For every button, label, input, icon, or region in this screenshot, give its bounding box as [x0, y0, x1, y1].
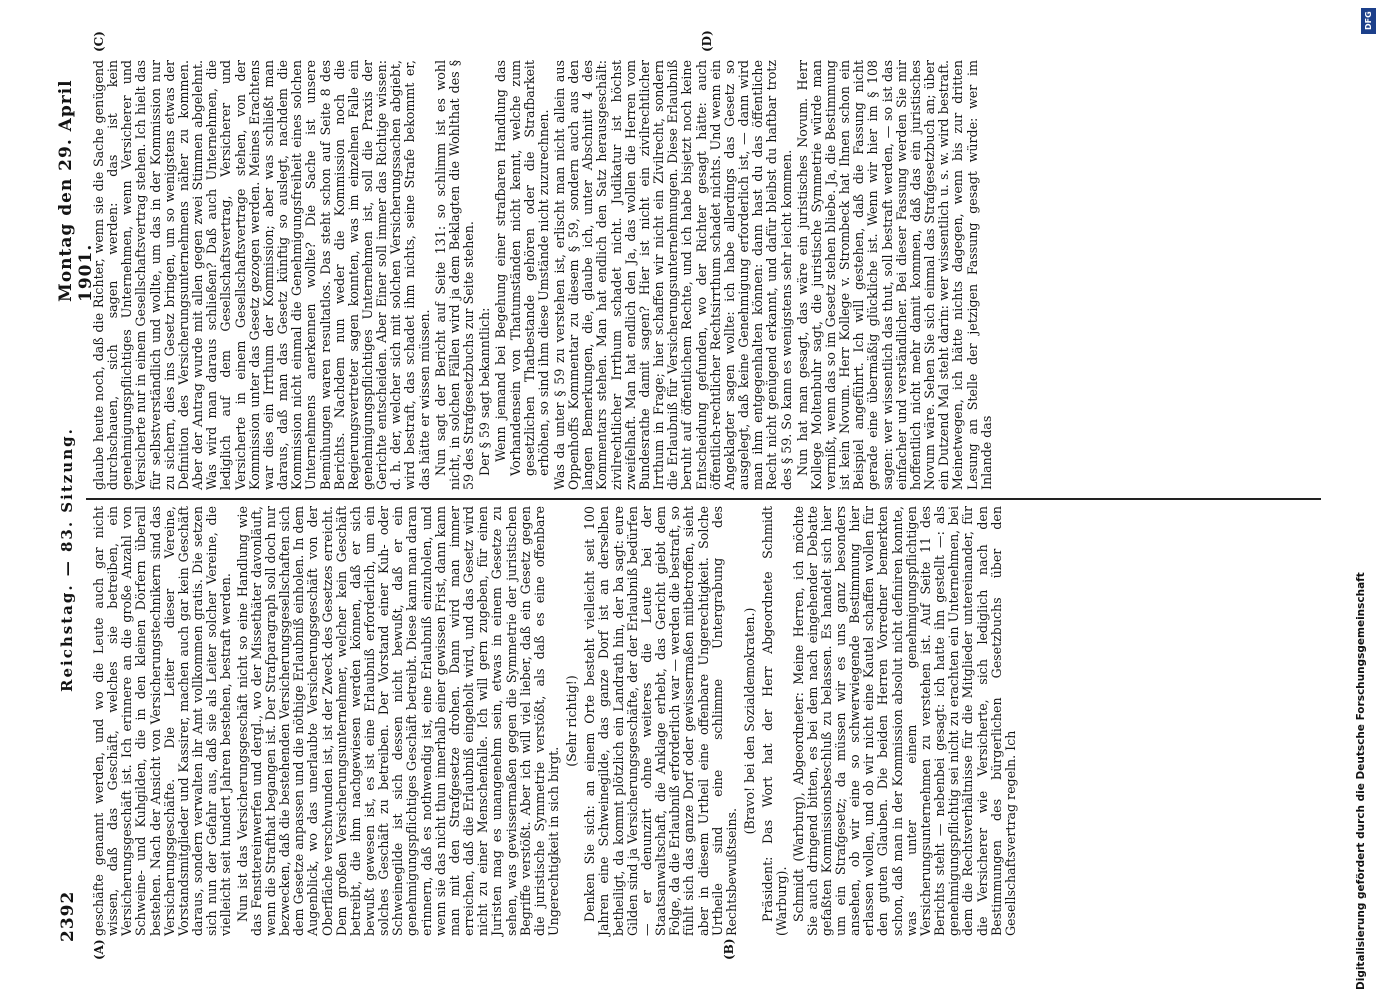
digitization-sidebar — [1353, 0, 1383, 1000]
paragraph: geschäfte genannt werden, und wo die Leute auch gar nicht wissen, daß das Geschäft, welches sie betreiben, ein Versicherungsgeschäft ist. Ich erinnere an die große Anzahl von Schweine- und Kuhgilden, die in den kleinen Dörfern überall bestehen. Nach der Ansicht von Versicherungstechnikern sind das Versicherungsgeschäfte. Die Leiter dieser Vereine, Vorstandsmitglieder und Kassirer, machen auch gar kein Geschäft daraus, sondern verwalten ihr Amt vollkommen gratis. Die setzen sich nun der Gefahr aus, daß sie als Leiter solcher Vereine, die vielleicht seit hundert Jahren bestehen, bestraft werden. — [91, 506, 234, 936]
margin-mark-a: (A) — [92, 939, 106, 960]
margin-mark-d: (D) — [700, 30, 714, 52]
left-column — [92, 506, 1020, 936]
session-title: Reichstag. — 83. Sitzung. — [58, 427, 76, 692]
margin-mark-c: (C) — [92, 31, 106, 52]
speaker-paragraph: Präsident: Das Wort hat der Herr Abgeordnete Schmidt (Warburg). — [760, 506, 790, 936]
page-number: 2392 — [58, 890, 78, 942]
paragraph: Was da unter § 59 zu verstehen ist, erlischt man nicht allein aus Oppenhoffs Kommentar zu diesem § 59, sondern auch aus den langen Bemerkungen, die, glaube ich, unter Abschnitt 4 des Kommentars stehen. Man hat endlich den Satz herausgeschält: zivilrechtlicher Irrthum schadet nicht. Judikatur ist höchst zweifelhaft. Man hat endlich den Ja, das wollen die Herren vom Bundesrathe damit sagen? Hier ist nicht ein zivilrechtlicher Irrthum in Frage; hier schaffen wir nicht ein Zivilrecht, sondern die Erlaubniß für Versicherungsunternehmungen. Diese Erlaubniß beruht auf öffentlichem Rechte, und ich habe bisjetzt noch keine Entscheidung gefunden, wo der Richter gesagt hätte: auch öffentlich-rechtlicher Rechtsirrthum schadet nichts. Und wenn ein Angeklagter sagen wollte: ich habe allerdings das Gesetz so ausgelegt, daß keine Genehmigung erforderlich ist, — dann wird man ihm entgegenhalten können: dann hast du das öffentliche Recht nicht genügend erkannt, und dafür bleibst du haftbar trotz des § 59. So kann es wenigstens sehr leicht kommen. — [552, 60, 794, 490]
quotation: Wenn jemand bei Begehung einer strafbaren Handlung das Vorhandensein von Thatumständen nicht kennt, welche zum gesetzlichen Thatbestande gehören oder die Strafbarkeit erhöhen, so sind ihm diese Umstände nicht zuzurechnen. — [493, 60, 551, 476]
paragraph: glaube heute noch, daß die Richter, wenn sie die Sache genügend durchschauen, sich sagen werden: das ist kein genehmigungspflichtiges Unternehmen, wenn Versicherer und Versicherte nur in einem Gesellschaftsvertrag stehen. Ich hielt das für selbstverständlich und wollte, um das in der Kommission nur zu sichern, dies ins Gesetz bringen, um so wenigstens etwas der Definition des Versicherungsunternehmens näher zu kommen. Aber der Antrag wurde mit allen gegen zwei Stimmen abgelehnt. Was wird man daraus schließen? Daß auch Unternehmen, die lediglich auf dem Gesellschaftsvertrag, Versicherer und Versicherte in einem Gesellschaftsvertrage stehen, von der Kommission unter das Gesetz gezogen werden. Meines Erachtens war dies ein Irrthum der Kommission; aber was schließt man daraus, daß man das Gesetz künftig so auslegt, nachdem die Kommission nicht einmal die Genehmigungsfreiheit eines solchen Unternehmens anerkennen wollte? Die Sache ist unsere Bemühungen waren resultatlos. Das steht schon auf Seite 8 des Berichts. Nachdem nun weder die Kommission noch die Regierungsvertreter sagen konnten, was im einzelnen Falle ein genehmigungspflichtiges Unternehmen ist, soll die Praxis der Gerichte entscheiden. Aber Einer soll immer das Richtige wissen: d. h. der, welcher sich mit solchen Versicherungssachen abgiebt, wird bestraft, das schadet ihm nichts, seine Strafe bekommt er, das hätte er wissen müssen. — [91, 60, 432, 490]
page-header — [52, 56, 96, 942]
speaker-paragraph: Schmidt (Warburg), Abgeordneter: Meine Herren, ich möchte Sie auch dringend bitten, es bei dem nach eingehender Debatte gefaßten Kommissionsbeschluß zu belassen. Es handelt sich hier um ein Strafgesetz; da müssen wir es uns ganz besonders ansehen, ob wir eine so schwerwiegende Bestimmung hier erlassen wollen, und ob wir nicht eine Kautel schaffen wollen für den guten Glauben. Die beiden Herren Vorredner bemerkten schon, daß man in der Kommission absolut nicht definiren konnte, was unter einem genehmigungspflichtigen Versicherungsunternehmen zu verstehen ist. Auf Seite 11 des Berichts steht — nebenbei gesagt: ich hatte ihn gestellt —: als genehmigungspflichtig sei nicht zu erachten ein Unternehmen, bei dem die Rechtsverhältnisse für die Mitglieder untereinander, für die Versicherer wie Versicherte, sich lediglich nach den Bestimmungen des bürgerlichen Gesetzbuchs über den Gesellschaftsvertrag regeln. Ich — [790, 506, 1018, 936]
right-column — [92, 60, 996, 490]
margin-mark-b: (B) — [722, 938, 736, 960]
digitization-credit: Digitalisierung gefördert durch die Deutsche Forschungsgemeinschaft — [1355, 572, 1367, 990]
column-divider — [86, 498, 1321, 500]
paragraph: Denken Sie sich: an einem Orte besteht vielleicht seit 100 Jahren eine Schweinegilde, das ganze Dorf ist an derselben betheiligt, da kommt plötzlich ein Landrath hin, der ba sagt: eure Gilden sind ja Versicherungsgeschäfte, der der Erlaubniß bedürfen — er denunzirt ohne weiteres die Leute bei der Staatsanwaltschaft, die Anklage erhebt, das Gericht giebt dem Folge, da die Erlaubniß erforderlich war — werden die bestraft, so fühlt sich das ganze Dorf oder gewissermaßen mitbetroffen, sieht aber in diesem Urtheil eine offenbare Ungerechtigkeit. Solche Urtheile sind eine schlimme Untergrabung des Rechtsbewußtseins. — [582, 506, 739, 936]
dfg-logo-icon: DFG — [1361, 8, 1376, 34]
interjection: (Bravo! bei den Sozialdemokraten.) — [742, 607, 758, 835]
paragraph: Nun sagt der Bericht auf Seite 131: so schlimm ist es wohl nicht, in solchen Fällen wird ja dem Beklagten die Wohlthat des § 59 des Strafgesetzbuchs zur Seite stehen. — [432, 60, 477, 490]
date-title: Montag den 29. April 1901. — [56, 79, 96, 302]
interjection: (Sehr richtig!) — [564, 675, 580, 767]
paragraph: Nun ist das Versicherungsgeschäft nicht so eine Handlung wie das Fensttereinwerfen und dergl., wo der Missethäter davonläuft, wenn die Strafthat begangen ist. Der Strafparagraph soll doch nur bezwecken, daß die bestehenden Versicherungsgesellschaften sich dem Gesetze anpassen und die nöthige Erlaubniß einholen. In dem Augenblick, wo das unerlaubte Versicherungsgeschäft von der Oberfläche verschwunden ist, ist der Zweck des Gesetzes erreicht. Dem großen Versicherungsunternehmer, welcher kein Geschäft betreibt, die ihm nachgewiesen werden können, daß er sich bewußt gewesen ist, es ist eine Erlaubniß erforderlich, um ein solches Geschäft zu betreiben. Der Vorstand einer Kuh- oder Schweinegilde ist sich dessen nicht bewußt, daß er ein genehmigungspflichtiges Geschäft betreibt. Diese kann man daran erinnern, daß es nothwendig ist, eine Erlaubniß einzuholen, und wenn sie das nicht thun innerhalb einer gewissen Frist, dann kann man mit den Strafgesetze drohen. Dann wird man immer erreichen, daß die Erlaubniß eingeholt wird, und das Gesetz wird nicht zu einer Menschenfalle. Ich will gern zugeben, für einen Juristen mag es unangenehm sein, etwas in einem Gesetze zu sehen, was gewissermaßen gegen die Symmetrie der juristischen Begriffe verstößt. Aber ich will viel lieber, daß ein Gesetz gegen die juristische Symmetrie verstößt, als daß es eine offenbare Ungerechtigkeit in sich birgt. — [234, 506, 561, 936]
paragraph: Nun hat man gesagt, das wäre ein juristisches Novum. Herr Kollege Moltenbuhr sagt, die juristische Symmetrie würde man vermißt, wenn das so im Gesetz stehen bliebe. Ja, die Bestimmung ist kein Novum. Herr Kollege v. Strombeck hat Ihnen schon ein Beispiel angeführt. Ich will gestehen, daß die Fassung nicht gerade eine übermäßig glückliche ist. Wenn wir hier im § 108 sagen: wer wissentlich das thut, soll bestraft werden, — so ist das einfacher und verständlicher. Bei dieser Fassung werden Sie mir hoffentlich nicht mehr damit kommen, daß das ein juristisches Novum wäre. Sehen Sie sich einmal das Strafgesetzbuch an; über ein Dutzend Mal steht darin: wer wissentlich u. s. w. wird bestraft. Meinetwegen, ich hätte nichts dagegen, wenn bis zur dritten Lesung an Stelle der jetzigen Fassung gesagt würde: wer im Inlande das — [794, 60, 994, 490]
paragraph: Der § 59 sagt bekanntlich: — [477, 307, 493, 476]
